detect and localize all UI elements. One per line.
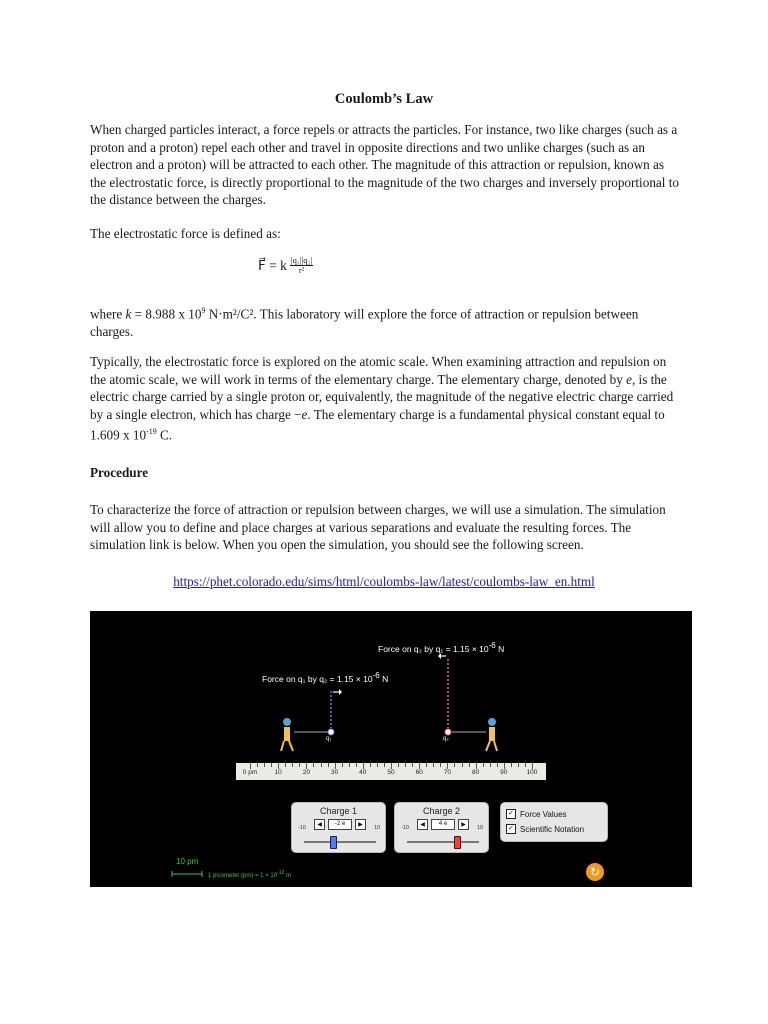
ruler-tick xyxy=(454,763,455,767)
distance-ruler[interactable] xyxy=(236,763,546,780)
typical-text-1: Typically, the electrostatic force is explored on the atomic scale. When examining attraction and repulsion on the atomic scale, we will work in terms of the elementary charge. The elementary charge, denoted by xyxy=(90,354,667,387)
charge1-value: -2 e xyxy=(328,819,352,830)
ruler-tick xyxy=(257,763,258,767)
ruler-tick xyxy=(349,763,350,767)
q1-label: q₁ xyxy=(326,736,332,742)
ruler-label: 40 xyxy=(359,769,367,776)
ruler-tick xyxy=(384,763,385,767)
ruler-label: 10 xyxy=(274,769,282,776)
formula-lhs: F⃗ = k xyxy=(258,257,287,273)
page-title: Coulomb’s Law xyxy=(334,91,434,107)
ruler-label: 60 xyxy=(415,769,423,776)
ruler-tick xyxy=(285,763,286,767)
charge2-max-label: 10 xyxy=(477,825,484,831)
ruler-tick xyxy=(433,763,434,767)
ruler-label: 80 xyxy=(471,769,480,776)
charge2-value: 4 e xyxy=(431,819,455,830)
ruler-tick xyxy=(328,763,329,767)
ruler-label: 100 xyxy=(526,769,538,776)
ruler-tick xyxy=(525,763,526,767)
procedure-heading: Procedure xyxy=(90,465,149,480)
ruler-tick xyxy=(271,763,272,767)
ruler-tick xyxy=(264,763,265,767)
reset-button[interactable]: ↻ xyxy=(586,863,604,881)
e-symbol-2: e xyxy=(301,406,308,422)
charge2-slider-track[interactable] xyxy=(407,841,479,843)
ruler-tick xyxy=(398,763,399,767)
procedure-paragraph: To characterize the force of attraction or repulsion between charges, we will use a simulation. The simulation will allow you to define and place charges at various separations and evaluate the resulting forces. The simulation link is below. When you open the simulation, you should see the following screen. xyxy=(90,502,666,553)
ruler-label: 0 pm xyxy=(242,769,258,776)
ruler-label: 70 xyxy=(443,769,452,776)
k-units: N·m²/C². xyxy=(205,306,257,322)
charge1-decrement-button[interactable]: ◀ xyxy=(314,819,325,830)
scientific-notation-checkbox-row[interactable] xyxy=(506,824,584,834)
ruler-label: 90 xyxy=(500,769,508,776)
charge2-slider-thumb[interactable] xyxy=(454,836,461,849)
force-values-checkbox[interactable]: ✓ xyxy=(506,809,516,819)
charge2-min-label: -10 xyxy=(401,825,409,831)
force-q1-label: Force on q₁ by $q_2 = 1.15 \times 10^{-6}$ N xyxy=(262,671,389,684)
charge1-title: Charge 1 xyxy=(319,806,358,816)
q1-charge xyxy=(328,729,334,735)
ruler-tick xyxy=(356,763,357,767)
charge1-panel xyxy=(291,802,386,853)
scale-note: 1 picometer $(pm) = 1 \times 10^{-12}$ m xyxy=(208,870,291,879)
typical-text-2: , is the electric charge carried by a single proton or, equivalently, the magnitude of the negative electric charge carried by a single electron, which has charge − xyxy=(90,371,674,422)
force-values-checkbox-row[interactable] xyxy=(506,809,567,819)
ruler-tick xyxy=(321,763,322,767)
k-var: k xyxy=(125,306,132,322)
ruler-tick xyxy=(483,763,484,767)
simulation-link-container xyxy=(90,574,678,590)
force-values-label: Force Values xyxy=(520,809,567,819)
elementary-charge-paragraph xyxy=(90,353,680,444)
ruler-label: 50 xyxy=(387,769,395,776)
charge2-panel xyxy=(394,802,489,853)
defined-as-text: The electrostatic force is defined as: xyxy=(90,226,281,241)
formula-denominator: r² xyxy=(298,265,305,275)
formula-numerator: |q₁||q₂| xyxy=(290,255,313,265)
ruler-tick xyxy=(426,763,427,767)
q2-label: q₂ xyxy=(443,736,449,742)
ruler-label: 20 xyxy=(302,769,311,776)
typical-exp: -19 xyxy=(146,427,157,437)
q1-arrowhead xyxy=(339,689,342,695)
ruler-tick xyxy=(313,763,314,767)
scale-label: 10 pm xyxy=(176,857,199,866)
k-value: = 8.988 x 10 xyxy=(131,306,202,322)
coulomb-formula xyxy=(258,256,313,275)
charge1-slider-track[interactable] xyxy=(304,841,376,843)
charge2-decrement-button[interactable]: ◀ xyxy=(417,819,428,830)
ruler-tick xyxy=(342,763,343,767)
charge1-min-label: -10 xyxy=(298,825,306,831)
simulation-link[interactable]: https://phet.colorado.edu/sims/html/coulombs-law/latest/coulombs-law_en.html xyxy=(173,574,595,589)
ruler-tick xyxy=(511,763,512,767)
ruler-tick xyxy=(292,763,293,767)
typical-text-4: C. xyxy=(156,427,173,443)
e-symbol: e xyxy=(626,371,632,387)
ruler-tick xyxy=(299,763,300,767)
ruler-tick xyxy=(490,763,491,767)
q2-arrowhead xyxy=(438,653,441,659)
k-exp: 9 xyxy=(201,306,206,315)
charge2-increment-button[interactable]: ▶ xyxy=(458,819,469,830)
typical-text-3: . The elementary charge is a fundamental physical constant equal to 1.609 x 10 xyxy=(90,406,665,443)
simulation-graphics xyxy=(90,611,692,887)
charge1-slider-thumb[interactable] xyxy=(330,836,337,849)
ruler-tick xyxy=(518,763,519,767)
k-constant-paragraph xyxy=(90,302,680,341)
formula-fraction xyxy=(290,256,313,275)
k-rest: This laboratory will explore the force of attraction or repulsion between charges. xyxy=(90,306,639,339)
ruler-label: 30 xyxy=(330,769,339,776)
ruler-tick xyxy=(405,763,406,767)
ruler-tick xyxy=(370,763,371,767)
charge1-spinner xyxy=(314,819,366,830)
intro-paragraph: When charged particles interact, a force repels or attracts the particles. For instance, two like charges (such as a proton and a proton) repel each other and travel in opposite directions and two unlike charges (such as an electron and a proton) will be attracted to each other. The magnitude of this attraction or repulsion, known as the electrostatic force, is directly proportional to the magnitude of the two charges and inversely proportional to the distance between the charges. xyxy=(90,122,679,208)
ruler-tick xyxy=(377,763,378,767)
ruler-tick xyxy=(412,763,413,767)
force-q2-label: Force on q₂ by $q_1 = 1.15 \times 10^{-6}$ N xyxy=(378,641,505,654)
simulation-screenshot xyxy=(90,611,692,887)
ruler-tick xyxy=(440,763,441,767)
scientific-notation-checkbox[interactable]: ✓ xyxy=(506,824,516,834)
charge1-max-label: 10 xyxy=(374,825,381,831)
scientific-notation-label: Scientific Notation xyxy=(520,824,585,834)
right-puller-figure xyxy=(486,718,497,751)
ruler-tick xyxy=(497,763,498,767)
ruler-tick xyxy=(462,763,463,767)
charge2-spinner xyxy=(417,819,469,830)
ruler-tick xyxy=(469,763,470,767)
options-panel xyxy=(500,802,608,842)
k-prefix: where xyxy=(90,306,126,322)
charge1-increment-button[interactable]: ▶ xyxy=(355,819,366,830)
left-puller-figure xyxy=(281,718,293,751)
charge2-title: Charge 2 xyxy=(422,806,461,816)
q2-charge xyxy=(445,729,451,735)
